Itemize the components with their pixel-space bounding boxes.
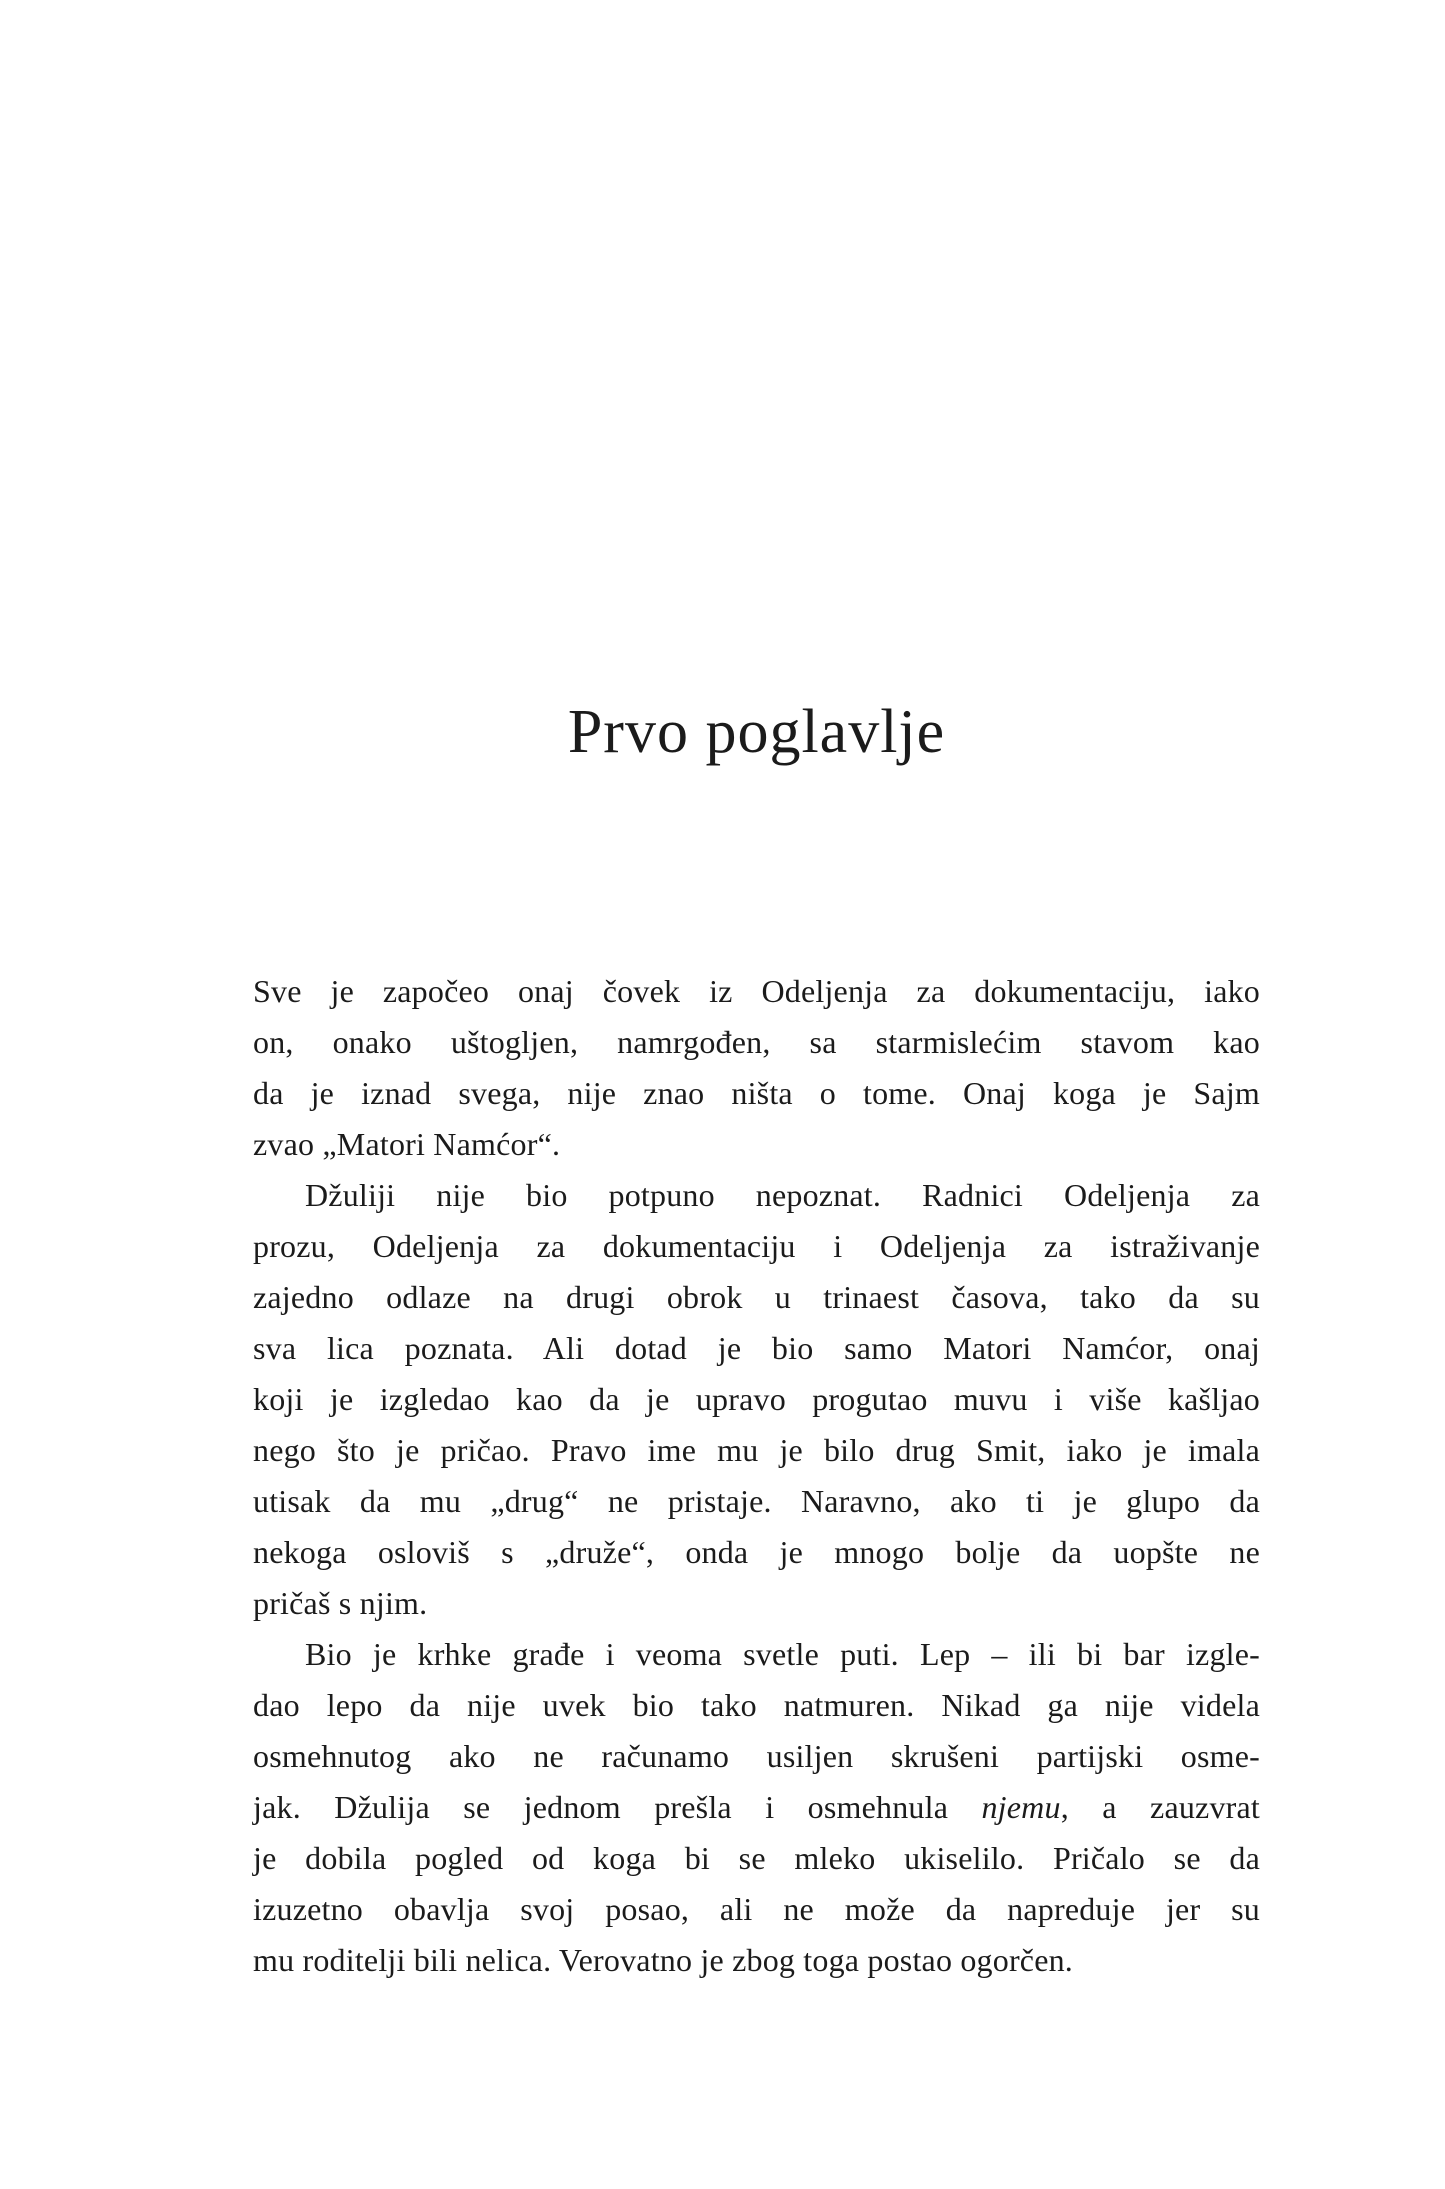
text-line: nekoga osloviš s „druže“, onda je mnogo bolje da uopšte ne [253, 1534, 1260, 1570]
text-line: Sve je započeo onaj čovek iz Odeljenja za dokumentaciju, iako [253, 973, 1260, 1009]
text-line: pričaš s njim. [253, 1585, 428, 1621]
text-line: nego što je pričao. Pravo ime mu je bilo drug Smit, iako je imala [253, 1432, 1260, 1468]
text-line: koji je izgledao kao da je upravo progutao muvu i više kašljao [253, 1381, 1260, 1417]
text-line: utisak da mu „drug“ ne pristaje. Naravno, ako ti je glupo da [253, 1483, 1260, 1519]
text-segment: , a zauzvrat [1060, 1789, 1260, 1825]
text-line [253, 1782, 1260, 1833]
text-line: on, onako uštogljen, namrgođen, sa starmislećim stavom kao [253, 1024, 1260, 1060]
text-line: zvao „Matori Namćor“. [253, 1126, 561, 1162]
text-line: zajedno odlaze na drugi obrok u trinaest časova, tako da su [253, 1279, 1260, 1315]
text-line: dao lepo da nije uvek bio tako natmuren. Nikad ga nije videla [253, 1687, 1260, 1723]
text-line: prozu, Odeljenja za dokumentaciju i Odeljenja za istraživanje [253, 1228, 1260, 1264]
text-line: sva lica poznata. Ali dotad je bio samo Matori Namćor, onaj [253, 1330, 1260, 1366]
paragraph [253, 966, 1260, 1170]
italic-text: njemu [981, 1789, 1061, 1825]
paragraph [253, 1170, 1260, 1629]
text-line: Džuliji nije bio potpuno nepoznat. Radnici Odeljenja za [305, 1177, 1260, 1213]
text-line: Bio je krhke građe i veoma svetle puti. Lep – ili bi bar izgle- [305, 1636, 1260, 1672]
text-line: da je iznad svega, nije znao ništa o tome. Onaj koga je Sajm [253, 1075, 1260, 1111]
chapter-title: Prvo poglavlje [567, 698, 946, 766]
text-segment: jak. Džulija se jednom prešla i osmehnula [253, 1789, 982, 1825]
text-line: je dobila pogled od koga bi se mleko ukiselilo. Pričalo se da [253, 1840, 1260, 1876]
paragraph [253, 1629, 1260, 1986]
text-line: osmehnutog ako ne računamo usiljen skrušeni partijski osme- [253, 1738, 1260, 1774]
text-line: mu roditelji bili nelica. Verovatno je zbog toga postao ogorčen. [253, 1942, 1074, 1978]
body-text [253, 966, 1260, 1986]
text-line: izuzetno obavlja svoj posao, ali ne može da napreduje jer su [253, 1891, 1260, 1927]
